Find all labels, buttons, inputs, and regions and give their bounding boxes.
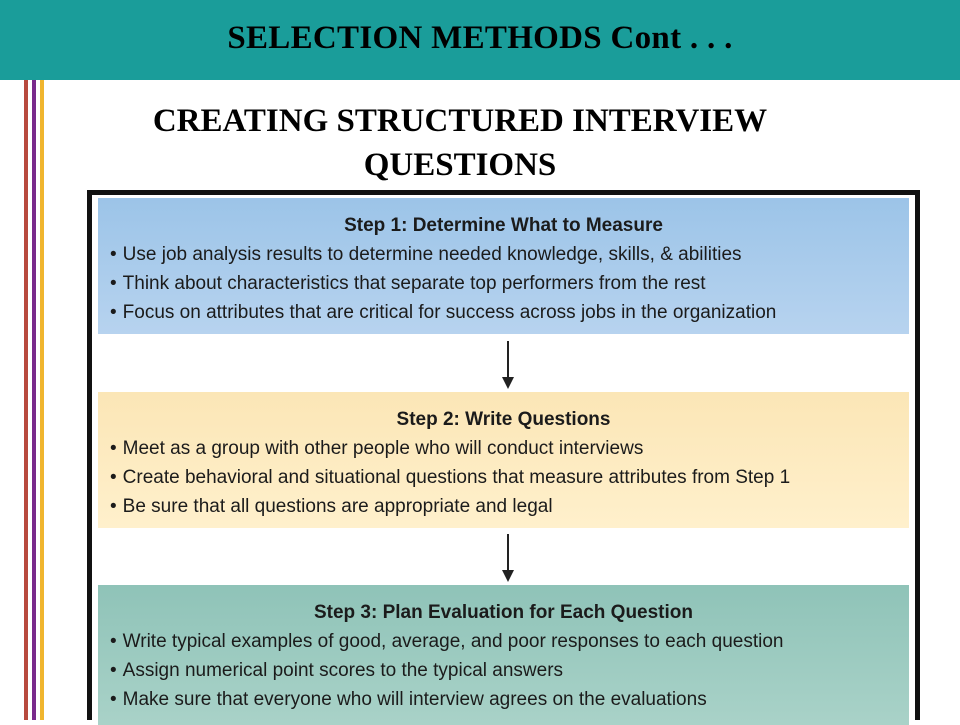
subtitle-line-1: CREATING STRUCTURED INTERVIEW <box>152 103 768 139</box>
step-2-title: Step 2: Write Questions <box>396 409 611 430</box>
slide-subtitle <box>100 99 820 187</box>
step-2-panel <box>98 392 909 528</box>
arrow-down-icon <box>498 339 518 391</box>
arrow-down-icon <box>498 532 518 584</box>
decor-line-gold <box>40 80 44 720</box>
slide-title: SELECTION METHODS Cont . . . <box>227 20 733 56</box>
step-3-panel <box>98 585 909 725</box>
decor-line-purple <box>32 80 36 720</box>
step-2-bullet: • Create behavioral and situational questions that measure attributes from Step 1 <box>110 463 897 492</box>
step-2-bullet: • Be sure that all questions are appropriate and legal <box>110 492 897 521</box>
step-1-bullet: • Think about characteristics that separate top performers from the rest <box>110 269 897 298</box>
step-2-bullets <box>110 434 897 521</box>
step-1-title: Step 1: Determine What to Measure <box>344 215 663 236</box>
step-3-bullet: • Make sure that everyone who will interview agrees on the evaluations <box>110 685 897 714</box>
decor-line-red <box>24 80 28 720</box>
step-1-panel <box>98 198 909 334</box>
step-3-bullet: • Write typical examples of good, average, and poor responses to each question <box>110 627 897 656</box>
process-figure <box>87 190 920 720</box>
step-3-bullets <box>110 627 897 714</box>
step-1-bullet: • Use job analysis results to determine needed knowledge, skills, & abilities <box>110 240 897 269</box>
step-3-bullet: • Assign numerical point scores to the typical answers <box>110 656 897 685</box>
step-1-bullets <box>110 240 897 327</box>
step-3-title: Step 3: Plan Evaluation for Each Question <box>313 602 694 623</box>
step-2-bullet: • Meet as a group with other people who will conduct interviews <box>110 434 897 463</box>
step-1-bullet: • Focus on attributes that are critical for success across jobs in the organization <box>110 298 897 327</box>
subtitle-line-2: QUESTIONS <box>363 147 557 183</box>
